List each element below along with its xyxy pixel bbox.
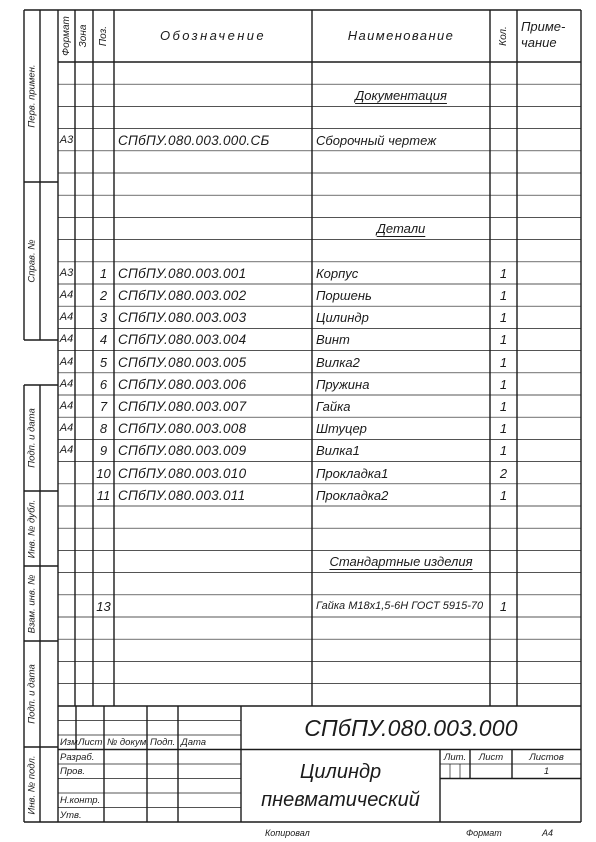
name-cell: Корпус: [316, 265, 359, 281]
position-cell: 4: [99, 332, 108, 348]
date-label: Дата: [181, 737, 207, 748]
section-row: [0, 217, 596, 239]
format-cell: А4: [59, 377, 74, 390]
table-row: [0, 462, 596, 484]
name-cell: Прокладка2: [316, 487, 389, 503]
name-cell: Пружина: [316, 376, 370, 392]
section-heading: Детали: [376, 221, 426, 237]
document-designation: СПбПУ.080.003.000: [304, 715, 518, 741]
primary-use-label: Перв. примен.: [26, 64, 38, 128]
replaced-inventory-label: Взам. инв. №: [26, 574, 38, 633]
name-cell: Прокладка1: [316, 465, 389, 481]
table-row: [0, 284, 596, 306]
empty-row: [0, 661, 596, 683]
quantity-cell: 1: [499, 399, 508, 414]
designation-cell: СПбПУ.080.003.009: [118, 443, 247, 459]
table-row: [0, 417, 596, 439]
sheet-number-label: Лист: [478, 751, 504, 763]
format-cell: А4: [59, 333, 74, 346]
name-cell: Штуцер: [316, 421, 367, 437]
table-row: [0, 328, 596, 350]
table-row: [0, 373, 596, 395]
designation-cell: СПбПУ.080.003.002: [118, 288, 247, 303]
quantity-cell: 1: [499, 487, 508, 503]
position-cell: 10: [96, 465, 111, 481]
sheet-label: Лист: [78, 737, 103, 748]
sheets-total-label: Листов: [529, 751, 564, 763]
approved-by-label: Утв.: [60, 809, 82, 821]
document-name: [241, 750, 440, 823]
change-label: Изм: [60, 737, 78, 748]
position-cell: 6: [99, 376, 108, 392]
quantity-cell: 1: [499, 598, 508, 614]
empty-row: [0, 106, 596, 128]
doc-number-label: № докум.: [107, 737, 149, 748]
col-header-note: [521, 19, 565, 51]
name-cell: Гайка: [316, 399, 351, 414]
table-row: [0, 351, 596, 373]
format-label: Формат: [466, 828, 502, 838]
empty-row: [0, 617, 596, 639]
empty-row: [0, 240, 596, 262]
quantity-cell: 1: [499, 332, 508, 348]
empty-row: [0, 528, 596, 550]
designation-cell: СПбПУ.080.003.008: [118, 421, 247, 437]
designation-cell: СПбПУ.080.003.010: [118, 465, 247, 481]
name-cell: Вилка1: [316, 443, 360, 459]
col-header-designation: Обозначение: [159, 28, 267, 43]
quantity-cell: 2: [499, 465, 508, 481]
col-header-note-line1: Приме-: [521, 19, 566, 34]
designation-cell: СПбПУ.080.003.003: [118, 310, 247, 326]
col-header-quantity: Кол.: [497, 26, 509, 46]
norm-control-label: Н.контр.: [60, 795, 101, 806]
table-row: [0, 306, 596, 328]
format-cell: А4: [59, 289, 74, 301]
designation-cell: СПбПУ.080.003.000.СБ: [118, 132, 270, 148]
format-cell: А4: [59, 422, 74, 435]
duplicate-inventory-label: Инв. № дубл.: [26, 499, 38, 558]
table-row: [0, 439, 596, 461]
empty-row: [0, 639, 596, 661]
designation-cell: СПбПУ.080.003.007: [118, 399, 247, 414]
position-cell: 1: [99, 265, 108, 281]
reference-no-label: Справ. №: [26, 239, 38, 283]
name-cell: Сборочный чертеж: [316, 132, 437, 148]
designation-cell: СПбПУ.080.003.011: [118, 487, 246, 503]
document-name-line1: Цилиндр: [299, 760, 382, 783]
position-cell: 11: [96, 487, 111, 503]
empty-row: [0, 195, 596, 217]
table-row: [0, 262, 596, 284]
quantity-cell: 1: [499, 354, 508, 370]
developed-by-label: Разраб.: [60, 751, 95, 763]
signature-label: Подп.: [150, 737, 176, 748]
checked-by-label: Пров.: [60, 766, 86, 777]
quantity-cell: 1: [499, 443, 508, 459]
section-heading: Стандартные изделия: [329, 554, 473, 570]
copied-label: Копировал: [265, 828, 310, 838]
quantity-cell: 1: [499, 376, 508, 392]
col-header-name: Наименование: [347, 28, 455, 43]
section-row: [0, 550, 596, 572]
format-cell: А4: [59, 444, 74, 457]
quantity-cell: 1: [499, 310, 508, 326]
format-cell: А3: [59, 133, 74, 146]
letter-label: Лит.: [443, 751, 467, 763]
quantity-cell: 1: [499, 288, 508, 303]
empty-row: [0, 506, 596, 528]
quantity-cell: 1: [499, 265, 508, 281]
col-header-zone: Зона: [78, 24, 89, 48]
designation-cell: СПбПУ.080.003.004: [118, 332, 247, 348]
empty-row: [0, 151, 596, 173]
table-row: [0, 395, 596, 417]
format-cell: А3: [59, 266, 74, 279]
designation-cell: СПбПУ.080.003.006: [118, 376, 247, 392]
name-cell: Гайка М18х1,5-6Н ГОСТ 5915-70: [316, 599, 484, 612]
name-cell: Поршень: [316, 288, 372, 303]
name-cell: Цилиндр: [316, 310, 369, 326]
col-header-position: Поз.: [97, 25, 109, 47]
section-heading: Документация: [355, 88, 447, 104]
document-name-line2: пневматический: [261, 788, 420, 811]
position-cell: 2: [99, 288, 108, 303]
designation-cell: СПбПУ.080.003.005: [118, 354, 247, 370]
name-cell: Винт: [316, 332, 350, 348]
name-cell: Вилка2: [316, 354, 360, 370]
format-cell: А4: [59, 400, 74, 412]
section-row: [0, 84, 596, 106]
position-cell: 3: [99, 310, 108, 326]
format-cell: А4: [59, 311, 74, 324]
sheets-total-value: 1: [543, 766, 550, 777]
col-header-format: Формат: [60, 16, 72, 56]
sign-date-label: Подп. и дата: [26, 408, 38, 468]
sign-date-label: Подп. и дата: [26, 664, 38, 724]
table-row: [0, 129, 596, 151]
col-header-note-line2: чание: [521, 35, 557, 50]
position-cell: 5: [99, 354, 108, 370]
table-row: [0, 595, 596, 617]
empty-row: [0, 173, 596, 195]
position-cell: 7: [99, 399, 108, 414]
designation-cell: СПбПУ.080.003.001: [118, 265, 247, 281]
position-cell: 9: [99, 443, 108, 459]
position-cell: 8: [99, 421, 108, 437]
empty-row: [0, 684, 596, 706]
table-row: [0, 484, 596, 506]
format-cell: А4: [59, 355, 74, 368]
original-inventory-label: Инв. № подл.: [26, 755, 38, 814]
quantity-cell: 1: [499, 421, 508, 437]
empty-row: [0, 62, 596, 84]
position-cell: 13: [96, 598, 111, 614]
format-value: А4: [542, 828, 554, 838]
empty-row: [0, 573, 596, 595]
